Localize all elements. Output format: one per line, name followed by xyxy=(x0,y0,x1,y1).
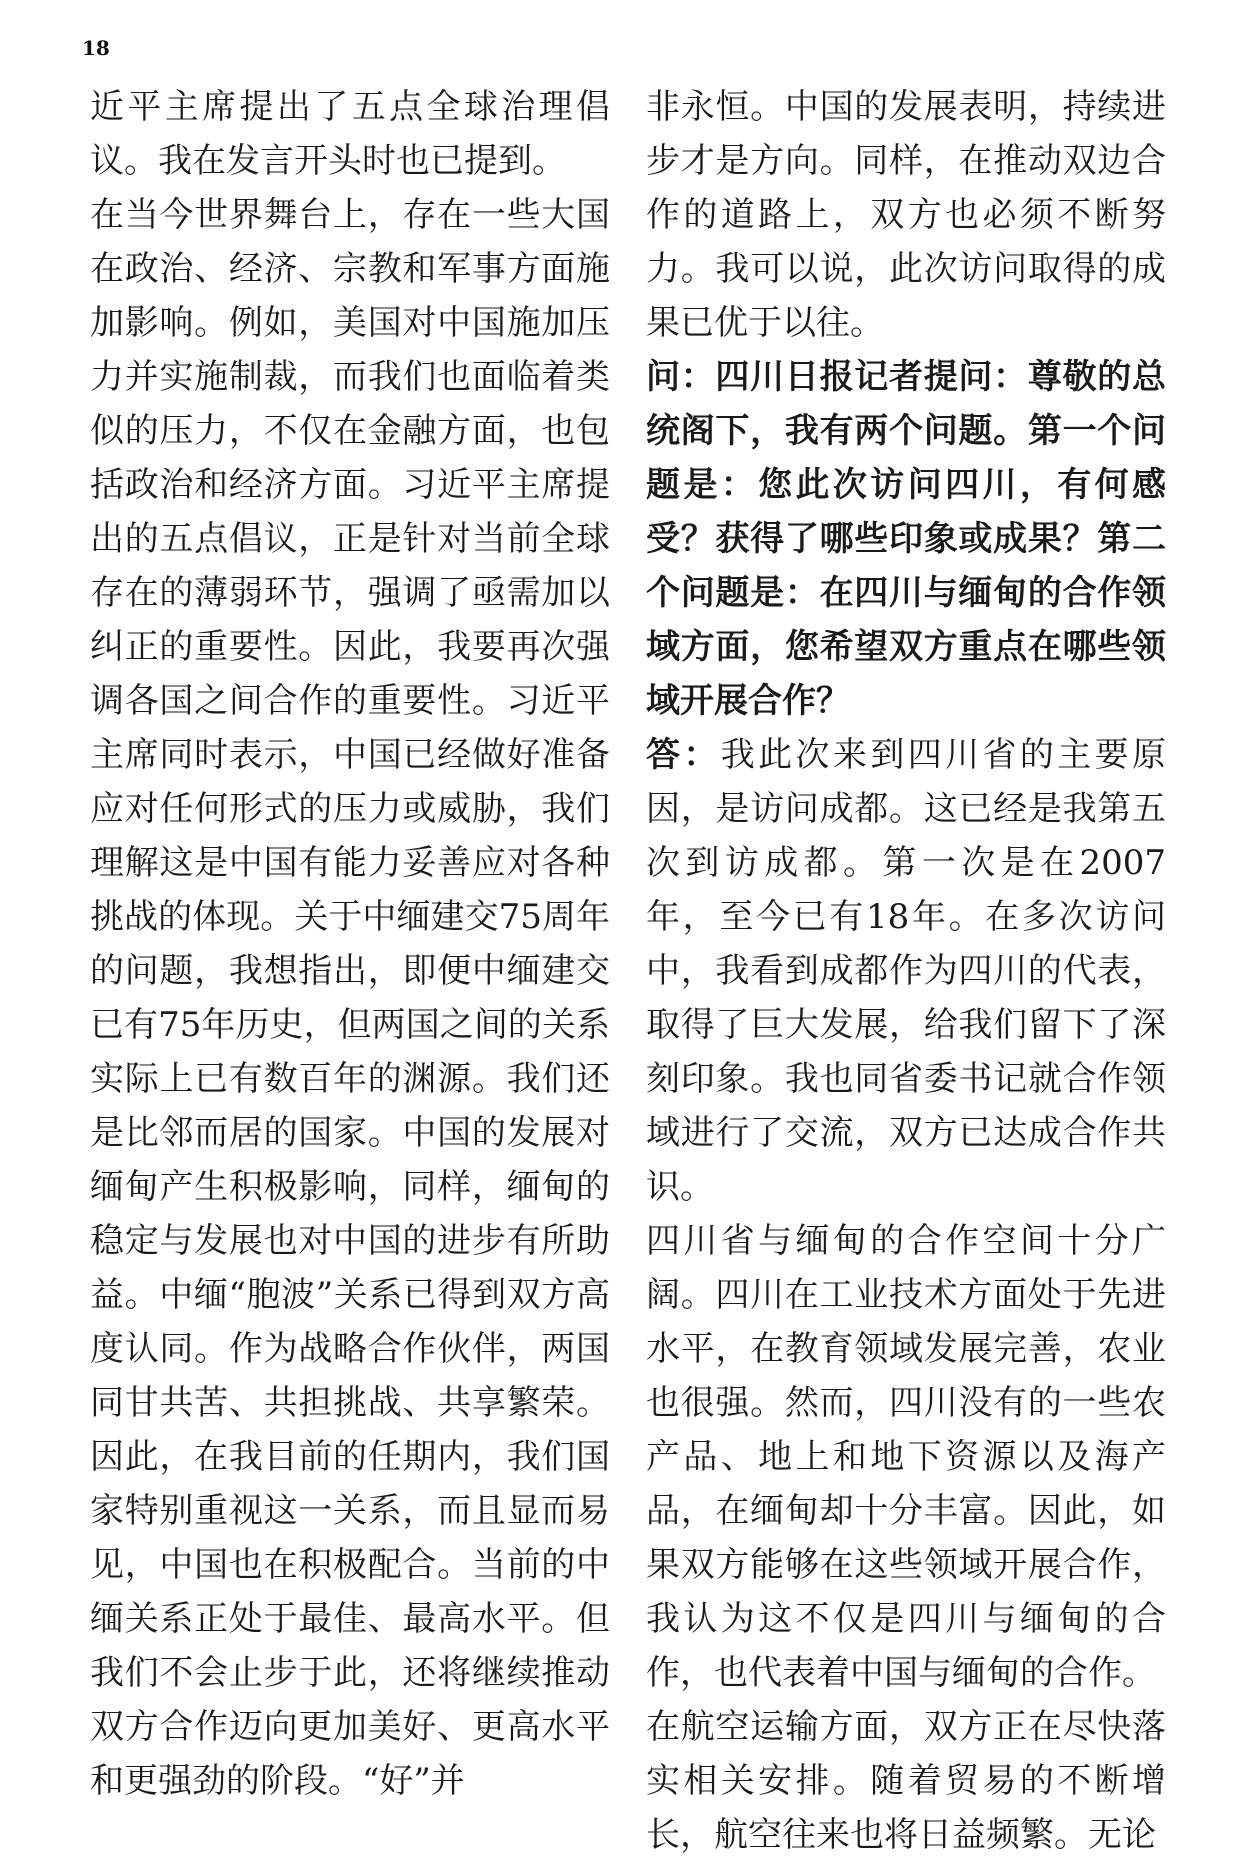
answer-label: 答： xyxy=(646,735,721,775)
answer-text-1: 我此次来到四川省的主要原因，是访问成都。这已经是我第五次到访成都。第一次是在2007年，至今已有18年。在多次访问中，我看到成都作为四川的代表，取得了巨大发展，给我们留下了深刻印象。我也同省委书记就合作领域进行了交流，双方已达成合作共识。 xyxy=(646,735,1167,1207)
page-number: 18 xyxy=(82,36,110,60)
reporter-question: 问：四川日报记者提问：尊敬的总统阁下，我有两个问题。第一个问题是：您此次访问四川，有何感受？获得了哪些印象或成果？第二个问题是：在四川与缅甸的合作领域方面，您希望双方重点在哪些领域开展合作？ xyxy=(646,357,1166,721)
answer-paragraph-2: 四川省与缅甸的合作空间十分广阔。四川在工业技术方面处于先进水平，在教育领域发展完善，农业也很强。然而，四川没有的一些农产品、地上和地下资源以及海产品，在缅甸却十分丰富。因此，如果双方能够在这些领域开展合作，我认为这不仅是四川与缅甸的合作，也代表着中国与缅甸的合作。 xyxy=(646,1221,1166,1693)
left-paragraph-2: 在当今世界舞台上，存在一些大国在政治、经济、宗教和军事方面施加影响。例如，美国对中国施加压力并实施制裁，而我们也面临着类似的压力，不仅在金融方面，也包括政治和经济方面。习近平主席提出的五点倡议，正是针对当前全球存在的薄弱环节，强调了亟需加以纠正的重要性。因此，我要再次强调各国之间合作的重要性。习近平主席同时表示，中国已经做好准备应对任何形式的压力或威胁，我们理解这是中国有能力妥善应对各种挑战的体现。关于中缅建交75周年的问题，我想指出，即便中缅建交已有75年历史，但两国之间的关系实际上已有数百年的渊源。我们还是比邻而居的国家。中国的发展对缅甸产生积极影响，同样，缅甸的稳定与发展也对中国的进步有所助益。中缅“胞波”关系已得到双方高度认同。作为战略合作伙伴，两国同甘共苦、共担挑战、共享繁荣。因此，在我目前的任期内，我们国家特别重视这一关系，而且显而易见，中国也在积极配合。当前的中缅关系正处于最佳、最高水平。但我们不会止步于此，还将继续推动双方合作迈向更加美好、更高水平和更强劲的阶段。“好”并 xyxy=(90,195,610,1801)
answer-paragraph-1 xyxy=(646,728,1166,1214)
right-column xyxy=(646,80,1166,1862)
left-column xyxy=(90,80,610,1808)
right-paragraph-1: 非永恒。中国的发展表明，持续进步才是方向。同样，在推动双边合作的道路上，双方也必须不断努力。我可以说，此次访问取得的成果已优于以往。 xyxy=(646,87,1166,343)
left-paragraph-1: 近平主席提出了五点全球治理倡议。我在发言开头时也已提到。 xyxy=(90,87,610,181)
answer-paragraph-3: 在航空运输方面，双方正在尽快落实相关安排。随着贸易的不断增长，航空往来也将日益频繁。无论 xyxy=(646,1707,1166,1855)
